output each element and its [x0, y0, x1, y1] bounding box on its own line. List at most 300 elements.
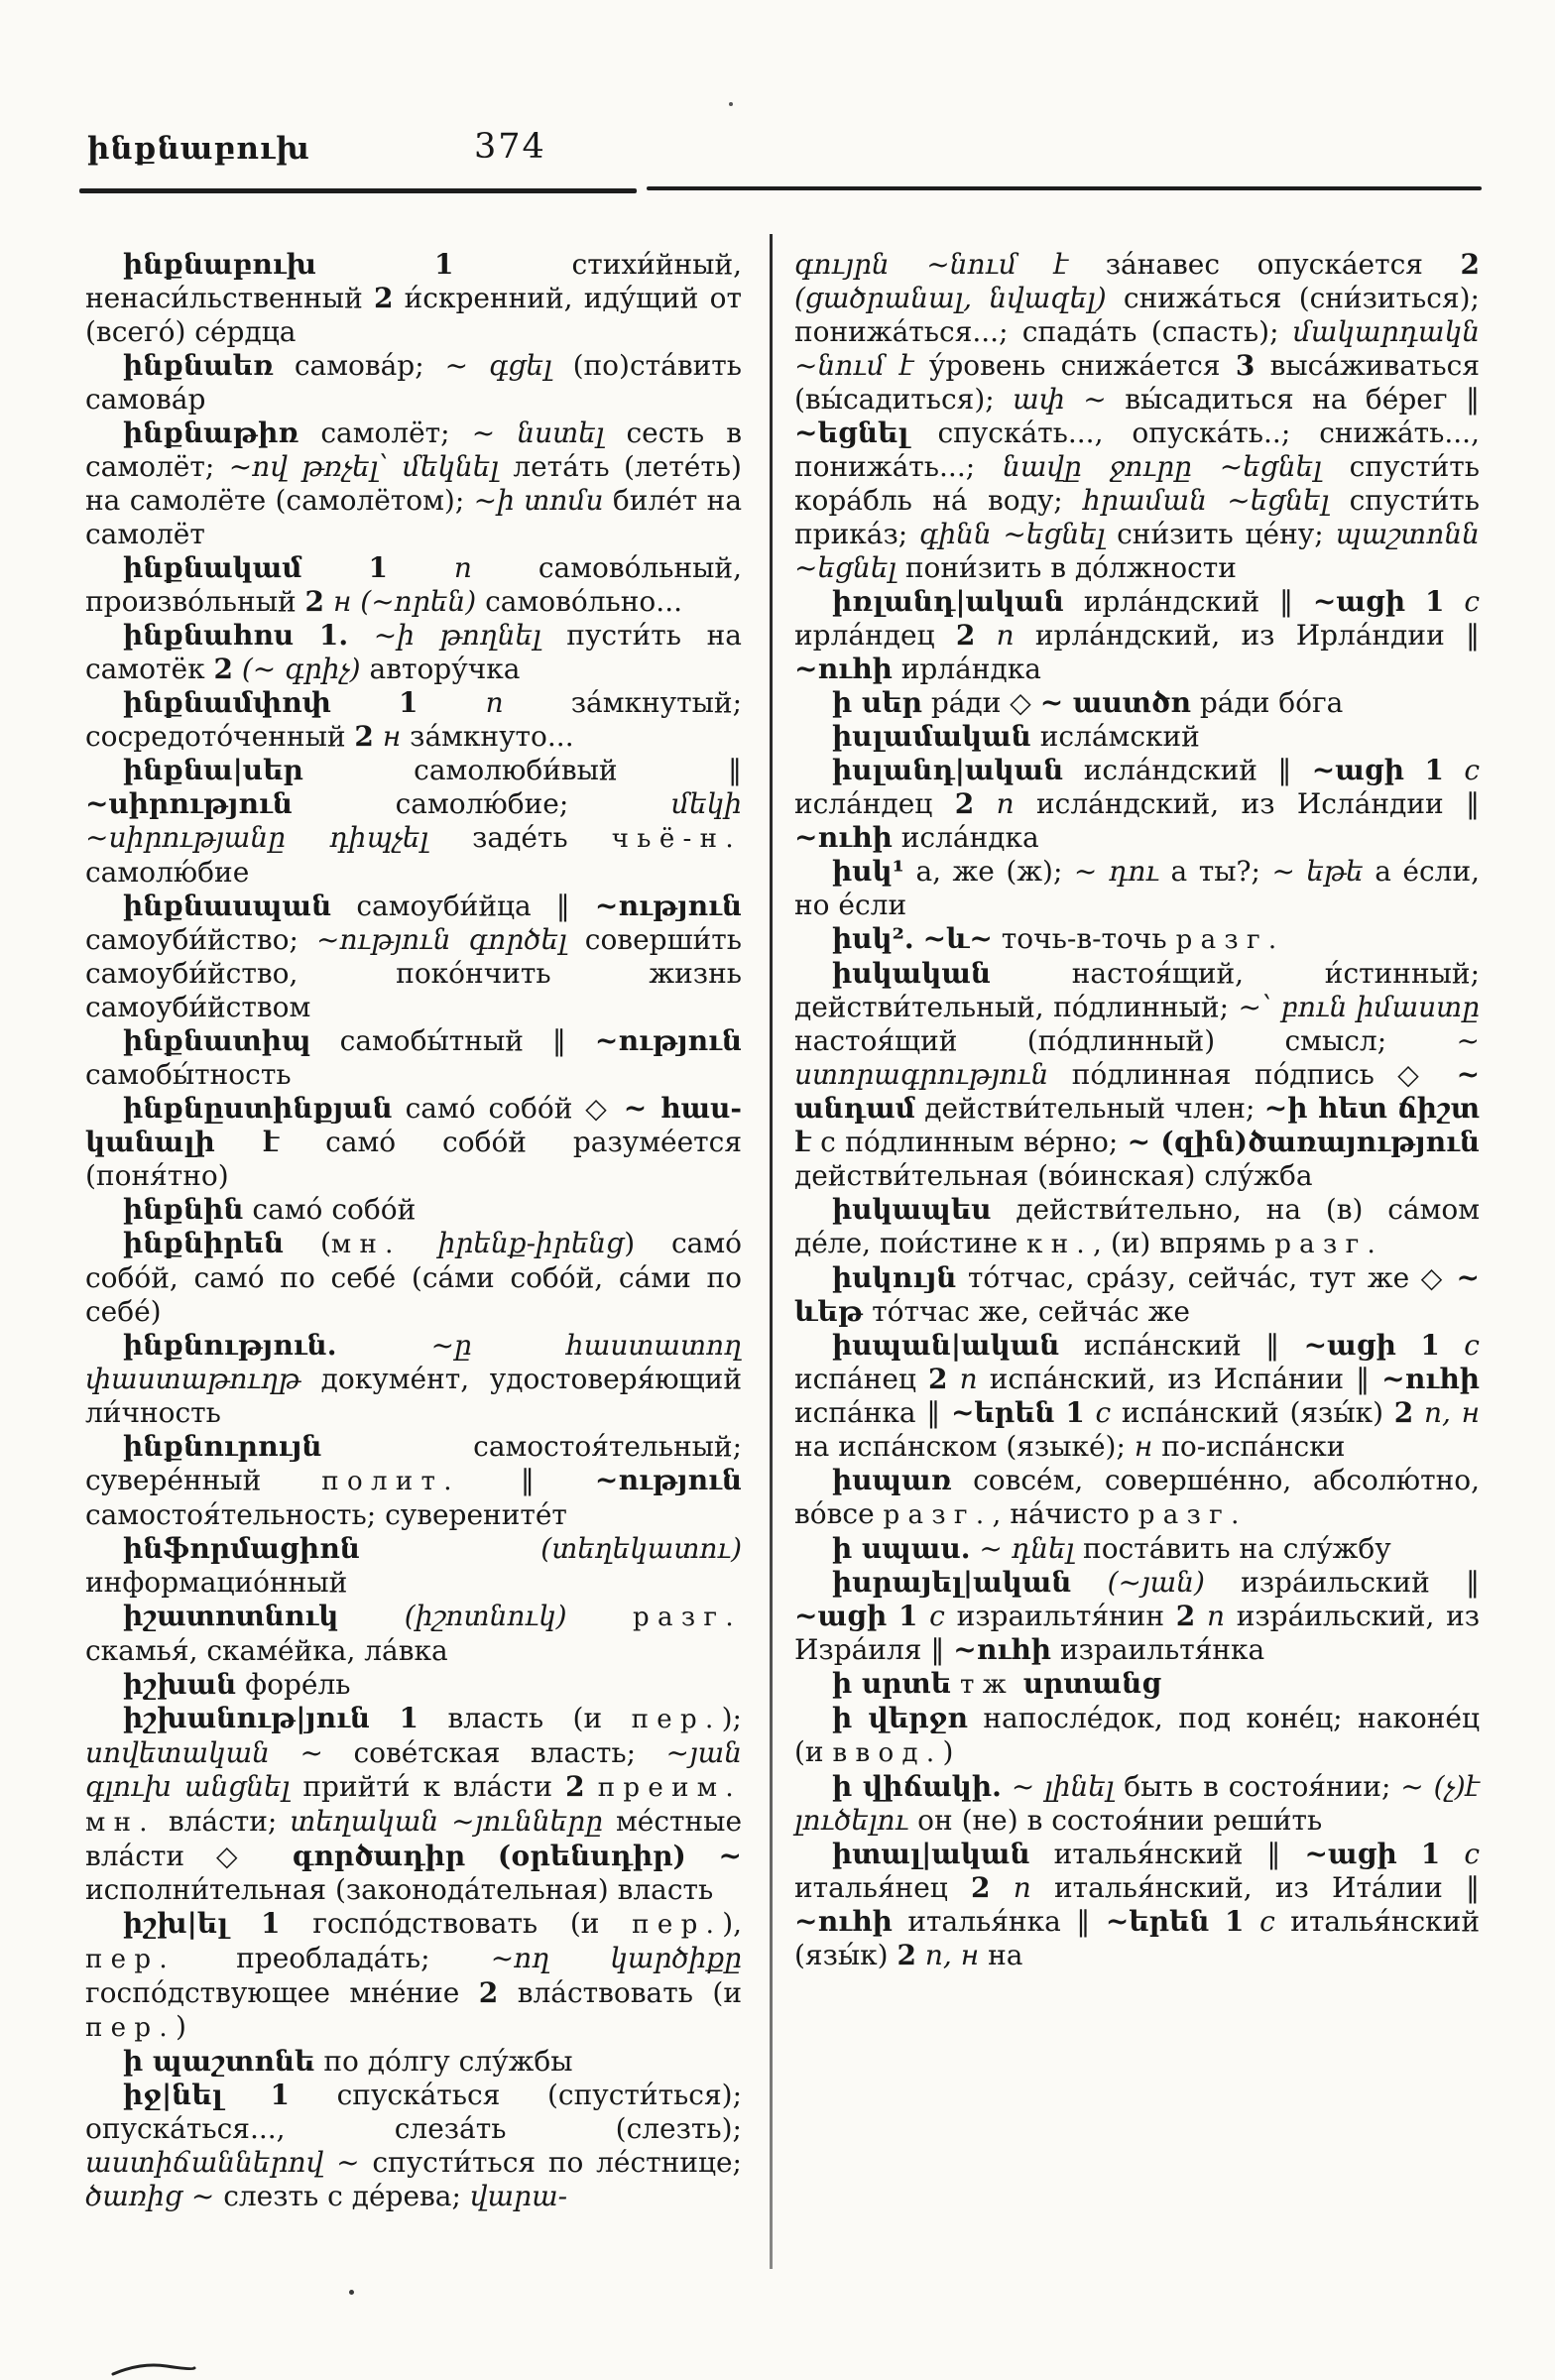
text-run: автору́чка [369, 653, 521, 685]
text-run: настоя́щий, и́стинный; действи́тельный, по́длинный; [794, 957, 1481, 1023]
text-run: (~յան) [1107, 1566, 1205, 1599]
text-run: мн. [330, 1230, 402, 1259]
text-run: п [485, 686, 504, 719]
text-run: ի պաշտոնե [123, 2045, 315, 2078]
text-run: ~յան գլուխ անցնել [85, 1736, 743, 1803]
text-run: մեկի ~սիրությանը դիպչել [85, 787, 743, 854]
text-run: 2 [1175, 1600, 1196, 1632]
text-run: самостоя́тельный; сувере́нный [85, 1430, 742, 1496]
text-run: само́ собо́й ◇ [405, 1092, 611, 1125]
text-run: ի սրտե [832, 1667, 952, 1700]
text-run: самолюби́вый ‖ [414, 754, 743, 786]
text-run: ~ի թողնել [373, 619, 541, 652]
text-run: поста́вить на слу́жбу [1083, 1532, 1391, 1565]
text-run: 1 [897, 1600, 918, 1632]
text-run: самолёт; [320, 416, 450, 449]
dictionary-entry [85, 619, 742, 686]
text-run: совсе́м, соверше́нно, абсолю́тно, во́все [794, 1464, 1480, 1530]
text-run: пер. [85, 2013, 177, 2043]
dictionary-entry [794, 1261, 1480, 1329]
text-run: самоуби́йца ‖ [356, 890, 570, 922]
text-run: իշխ|ել [123, 1907, 229, 1940]
text-run: վարա- [469, 2180, 568, 2212]
dictionary-entry [85, 551, 742, 619]
column-1 [85, 248, 742, 2213]
text-run: форе́ль [245, 1668, 351, 1701]
text-run: իշատոտնուկ [123, 1600, 339, 1632]
text-run: быть в состоя́нии; [1124, 1770, 1391, 1803]
text-run: , (и) впрямь [1093, 1227, 1266, 1259]
text-run: ~ եթե [1271, 855, 1364, 888]
dictionary-entry [85, 2045, 742, 2079]
text-run: ~երեն [1105, 1905, 1210, 1938]
text-run: 1 [398, 686, 419, 719]
text-run: разг. [1175, 925, 1285, 955]
text-run: у́ровень снижа́ется [928, 349, 1221, 382]
text-run: он (не) в состоя́нии реши́ть [917, 1804, 1323, 1837]
text-run: п, н [924, 1939, 980, 1971]
text-run: մակարդակն ~նում է [794, 315, 1480, 382]
text-run: за́навес опуска́ется [1105, 248, 1423, 281]
text-run: 2 [373, 282, 394, 314]
text-run: само́ собо́й разуме́ется (поня́тно) [85, 1126, 742, 1192]
dictionary-entry [85, 1193, 742, 1227]
text-run: то́тчас, сра́зу, сейча́с, тут же ◇ [967, 1261, 1445, 1294]
text-run: настоя́щий (по́длинный) смысл; [794, 1024, 1387, 1057]
text-run: а, же (ж); [915, 855, 1063, 888]
text-run: ); [721, 1702, 742, 1734]
text-run: ~երեն [950, 1396, 1055, 1429]
text-run: ~ություն գործել [316, 923, 567, 956]
column-2 [794, 248, 1480, 1972]
text-run: исла́мский [1039, 720, 1200, 753]
text-run: спуска́ться (спусти́ться); опуска́ться..., слеза́ть (слезть); [85, 2079, 742, 2145]
text-run: ~ ևեթ [794, 1261, 1480, 1328]
dictionary-entry [85, 754, 742, 890]
dictionary-entry [85, 1329, 742, 1430]
text-run: ինֆորմացիոն [123, 1532, 360, 1565]
text-run: 1 [261, 1907, 281, 1940]
dictionary-entry [794, 1667, 1480, 1702]
text-run: իռլանդ|ական [832, 585, 1064, 618]
text-run: (~որեն) [360, 585, 477, 618]
text-run: 2 [1393, 1396, 1414, 1429]
text-run: ի վերջո [832, 1702, 968, 1734]
text-run: նավը ջուրը ~եցնել [1003, 450, 1322, 483]
text-run: իսրայել|ական [832, 1566, 1072, 1599]
text-run: (տեղեկատու) [540, 1532, 742, 1565]
text-run: пер. [85, 1945, 177, 1974]
text-run: իսկական [832, 957, 992, 990]
text-run: с по́длинным ве́рно; [820, 1126, 1119, 1158]
text-run: ~ գցել [444, 349, 552, 382]
text-run: изра́ильский, из Изра́иля ‖ [794, 1600, 1481, 1666]
text-run: пусти́ть на самотёк [85, 619, 743, 685]
text-run: (~ գրիչ) [241, 653, 361, 685]
text-run: а ты?; [1170, 855, 1260, 888]
text-run: п [1013, 1871, 1031, 1904]
dictionary-entry [85, 1600, 742, 1668]
text-run: ~ (զին)ծառայություն [1127, 1126, 1480, 1158]
text-run: самобы́тный ‖ [339, 1024, 566, 1057]
text-run: ինքնաթիռ [123, 416, 299, 449]
text-run: ինքնին [123, 1193, 244, 1226]
text-run: ~ անդամ [794, 1058, 1481, 1125]
text-run: ինքնահոս [123, 619, 295, 652]
text-run: н [382, 720, 402, 753]
text-run: (իշոտնուկ) [404, 1600, 567, 1632]
text-run: իսլամական [832, 720, 1031, 753]
text-run: с [1464, 1329, 1480, 1362]
text-run: ~ուհի [794, 653, 893, 685]
text-run: биле́т на самолёт [85, 484, 743, 550]
dictionary-entry [794, 1532, 1480, 1566]
text-run: ‖ [520, 1464, 535, 1496]
text-run: власть (и [447, 1702, 603, 1734]
text-run: израильтя́нин [956, 1600, 1164, 1632]
dictionary-entry [85, 1907, 742, 2045]
text-run: ~ով թռչել՝ մեկնել [228, 450, 499, 483]
text-run: իջ|նել [123, 2079, 223, 2111]
dictionary-entry [794, 1566, 1480, 1667]
text-run: самолю́бие [85, 856, 250, 889]
dictionary-entry [794, 957, 1480, 1193]
text-run: по-испа́нски [1161, 1430, 1346, 1463]
dictionary-entry [794, 1770, 1480, 1838]
text-run: ~ի հետ ճիշտ է [794, 1092, 1481, 1158]
text-run: италья́нский, из Ита́лии ‖ [1054, 1871, 1480, 1904]
dictionary-entry [794, 855, 1480, 922]
scan-speck [349, 2290, 354, 2295]
text-run: ~ աստծո [1039, 686, 1191, 719]
dictionary-entry [794, 686, 1480, 720]
text-run: 1 [1424, 754, 1444, 786]
text-run: спуска́ть..., опуска́ть..; снижа́ть..., понижа́ть...; [794, 416, 1480, 483]
text-run: италья́нец [794, 1871, 948, 1904]
text-run: ինքնասպան [123, 890, 332, 922]
text-run: ~ացի [1311, 754, 1405, 786]
text-run: ~սիրություն [85, 787, 293, 820]
text-run: госпо́дствующее мне́ние [85, 1976, 460, 2009]
text-run: ~ նստել [471, 416, 605, 449]
text-run: слезть с де́рева; [223, 2180, 461, 2212]
text-run: госпо́дствовать (и [312, 1907, 600, 1940]
text-run: իսկապես [832, 1193, 992, 1226]
text-run: пер. [632, 1910, 723, 1940]
text-run: италья́нка ‖ [907, 1905, 1091, 1938]
text-run: разг. [633, 1603, 742, 1632]
text-run: стихи́йный, ненаси́льственный [85, 248, 743, 314]
text-run: (ցածրանալ, նվազել) [794, 282, 1107, 314]
text-run: ի սեր [832, 686, 922, 719]
scan-stroke-mark [111, 2358, 196, 2380]
header-rule-left [79, 188, 637, 193]
text-run: 2 [971, 1871, 991, 1904]
text-run: գույրն ~նում է [794, 248, 1069, 281]
text-run: ~ուհի [794, 821, 893, 854]
text-run: ~ դու [1073, 855, 1160, 888]
text-run: само́ собо́й [252, 1193, 417, 1226]
dictionary-entry [85, 349, 742, 416]
text-run: ~ացի [794, 1600, 888, 1632]
dictionary-entry [85, 1092, 742, 1193]
text-run: ~ուհի [1381, 1363, 1480, 1395]
text-run: աստիճաններով ~ [85, 2146, 360, 2179]
text-run: ~ի տոմս [473, 484, 604, 517]
text-run: ра́ди бо́га [1199, 686, 1344, 719]
text-run: напосле́док, под коне́ц; наконе́ц (и [794, 1702, 1480, 1768]
text-run: исла́ндец [794, 787, 933, 820]
text-run: п [996, 619, 1015, 652]
text-run: ) [942, 1735, 954, 1768]
text-run: докуме́нт, удостоверя́ющий ли́чность [85, 1363, 742, 1429]
text-run: исла́ндский, из Исла́ндии ‖ [1036, 787, 1481, 820]
text-run: 2 [928, 1363, 948, 1395]
text-run: ինքնամփոփ [123, 686, 331, 719]
text-run: 2 [565, 1770, 585, 1803]
text-run: ~ուհի [953, 1633, 1052, 1666]
text-run: 2 [478, 1976, 499, 2009]
text-run: ~ (չ)է լուծելու [794, 1770, 1481, 1837]
text-run: ~ացի [1303, 1329, 1396, 1362]
text-run: իսպան|ական [832, 1329, 1060, 1362]
text-run: заде́ть [472, 821, 568, 854]
text-run: вы́садиться на бе́рег ‖ [1125, 383, 1480, 416]
text-run: самобы́тность [85, 1058, 292, 1091]
text-run: սովետական ~ [85, 1736, 323, 1769]
text-run: ~ դնել [979, 1532, 1075, 1565]
text-run: выса́живаться (вы́садиться); [794, 349, 1480, 416]
text-run: спусти́ть кора́бль на́ воду; [794, 450, 1480, 517]
text-run: 1 [1425, 585, 1445, 618]
text-run: с [1464, 754, 1481, 786]
dictionary-entry [85, 1702, 742, 1907]
text-run: информацио́нный [85, 1566, 348, 1599]
text-run: действи́тельно, на (в) са́мом де́ле, пои́стине [794, 1193, 1481, 1259]
text-run: ) само́ собо́й, само́ по себе́ (са́ми собо́й, са́ми по себе́) [85, 1227, 742, 1328]
dictionary-entry [794, 585, 1480, 686]
dictionary-entry [85, 686, 742, 754]
text-run: ра́ди ◇ [930, 686, 1031, 719]
text-run: 2 [897, 1939, 916, 1971]
dictionary-entry [85, 1227, 742, 1329]
text-run: самово́льно... [485, 585, 682, 618]
text-run: ~ություն [594, 1464, 742, 1496]
dictionary-entry [85, 890, 742, 1024]
dictionary-entry [794, 1329, 1480, 1464]
text-run: за́мкнуто... [410, 720, 574, 753]
text-run: 2 [954, 787, 975, 820]
text-run: 3 [1235, 349, 1256, 382]
text-run: разг. [1274, 1230, 1384, 1259]
text-run: италья́нский (язы́к) [794, 1905, 1480, 1971]
text-run: ի վիճակի. [832, 1770, 1002, 1803]
text-run: с [929, 1600, 945, 1632]
dictionary-entry [794, 1193, 1480, 1261]
text-run: исла́ндский ‖ [1083, 754, 1292, 786]
text-run: ирла́ндец [794, 619, 935, 652]
text-run: ինքնակամ [123, 551, 302, 584]
text-run: ~ լինել [1011, 1770, 1115, 1803]
text-run: полит. [321, 1467, 460, 1496]
text-run: пони́зить в до́лжности [904, 551, 1237, 584]
text-run: самова́р; [294, 349, 424, 382]
text-run: ինքնուրույն [123, 1430, 322, 1463]
dictionary-entry [85, 1430, 742, 1532]
text-run: ~ացի [1312, 585, 1406, 618]
text-run: по́длинная по́дпись ◇ [1071, 1058, 1434, 1091]
text-run: , на́чисто [992, 1497, 1130, 1530]
column-divider [770, 234, 773, 2269]
text-run: ирла́ндский, из Ирла́ндии ‖ [1034, 619, 1481, 652]
text-run: տեղական ~յունները [290, 1805, 604, 1838]
text-run: իսկ¹ [832, 855, 904, 888]
dictionary-entry [85, 1668, 742, 1702]
text-run: испа́нский (язы́к) [1121, 1396, 1384, 1429]
text-run: вла́сти; [168, 1805, 278, 1838]
text-run: с [1464, 585, 1481, 618]
text-run: прийти́ к вла́сти [302, 1770, 553, 1803]
text-run: ~ը հաստատող փաստաթուղթ [85, 1329, 742, 1395]
text-run: ~ություն [594, 890, 742, 922]
text-run: 1 [368, 551, 388, 584]
text-run: ~ ստորագրություն [794, 1024, 1480, 1091]
text-run: ), [722, 1907, 743, 1940]
text-run: պաշտոնն ~եցնել [794, 518, 1480, 584]
dictionary-entry [794, 1464, 1480, 1532]
text-run: ~ացի [1304, 1838, 1397, 1870]
text-run: իշխան [123, 1668, 237, 1701]
text-run: разг. [883, 1500, 993, 1530]
text-run: իսկույն [832, 1261, 957, 1294]
scan-speck [729, 102, 733, 106]
text-run: 1 [270, 2079, 290, 2111]
text-run: 1 [434, 248, 454, 281]
text-run: соверши́ть самоуби́йство, поко́нчить жизнь самоуби́йством [85, 923, 742, 1023]
text-run: с [1259, 1905, 1275, 1938]
text-run: ирла́ндка [900, 653, 1041, 685]
text-run: на [988, 1939, 1023, 1971]
text-run: вла́ствовать (и [517, 1976, 742, 2009]
text-run: п [1206, 1600, 1225, 1632]
text-run: за́мкнутый; сосредото́ченный [85, 686, 743, 753]
dictionary-entry [85, 248, 742, 349]
text-run: ինքնաեռ [123, 349, 274, 382]
text-run: н [1134, 1430, 1153, 1463]
text-run: 1 [1420, 1838, 1441, 1870]
text-run: на испа́нском (языке́); [794, 1430, 1126, 1463]
text-run: израильтя́нка [1059, 1633, 1265, 1666]
text-run: ծառից ~ [85, 2180, 215, 2212]
text-run: 2 [955, 619, 976, 652]
text-run: ( [319, 1227, 331, 1259]
dictionary-entry [85, 1532, 742, 1600]
text-run: ինքնություն. [123, 1329, 337, 1362]
text-run: 1 [1420, 1329, 1440, 1362]
text-run: н [332, 585, 352, 618]
text-run: разг. [1137, 1500, 1248, 1530]
dictionary-entry [794, 1838, 1480, 1972]
text-run: испа́нец [794, 1363, 916, 1395]
text-run: (по)ста́вить самова́р [85, 349, 742, 416]
text-run: 1 [1225, 1905, 1245, 1938]
text-run: испа́нка ‖ [794, 1396, 941, 1429]
text-run: իտալ|ական [832, 1838, 1030, 1870]
text-run: точь-в-точь [1001, 922, 1167, 955]
text-run: п [996, 787, 1015, 820]
text-run: իրենք-իրենց [437, 1227, 625, 1259]
text-run: п [959, 1363, 978, 1395]
text-run: с [1095, 1396, 1112, 1429]
text-run: 2 [1460, 248, 1480, 281]
text-run: преоблада́ть; [236, 1942, 430, 1974]
text-run: спусти́ть прика́з; [794, 484, 1480, 550]
text-run: ~ հասկանալի է [85, 1092, 743, 1158]
text-run: ինքնաբուխ [123, 248, 316, 281]
text-run: ափ ~ [1013, 383, 1107, 416]
text-run: скамья́, скаме́йка, ла́вка [85, 1634, 448, 1667]
text-run: իշխանութ|յուն [123, 1702, 371, 1734]
text-run: ~ություն [594, 1024, 742, 1057]
text-run: с [1464, 1838, 1481, 1870]
text-run: ինքնիրեն [123, 1227, 285, 1259]
text-run: ~՝ բուն իմաստը [1238, 991, 1480, 1023]
text-run: п [453, 551, 472, 584]
dictionary-entry [794, 720, 1480, 754]
text-run: по до́лгу слу́жбы [323, 2045, 573, 2078]
text-run: ~և~ [922, 922, 993, 955]
text-run: 1 [399, 1702, 419, 1734]
header-rule-right [647, 186, 1482, 190]
text-run: իսկ². [832, 922, 914, 955]
text-run: հրաման ~եցնել [1083, 484, 1330, 517]
text-run: испа́нский ‖ [1083, 1329, 1280, 1362]
text-run: сесть в самолёт; [85, 416, 743, 483]
text-run: գինն ~եցնել [918, 518, 1106, 550]
text-run: действи́тельный член; [924, 1092, 1256, 1125]
text-run: сни́зить це́ну; [1117, 518, 1324, 550]
text-run: то́тчас же, сейча́с же [872, 1295, 1190, 1328]
text-run: ինքնըստինքյան [123, 1092, 393, 1125]
dictionary-entry [85, 416, 742, 551]
text-run: 2 [213, 653, 233, 685]
text-run: исполни́тельная (законода́тельная) власть [85, 1873, 714, 1906]
text-run: и́скренний, иду́щий от (всего́) се́рдца [85, 282, 742, 348]
text-run: 2 [354, 720, 374, 753]
text-run: п, н [1423, 1396, 1481, 1429]
guide-word: ինքնաբուխ [87, 131, 310, 167]
text-run: изра́ильский ‖ [1241, 1566, 1480, 1599]
text-run: лета́ть (лете́ть) на самолёте (самолётом); [85, 450, 742, 517]
text-run: сове́тская власть; [353, 1736, 636, 1769]
text-run: ме́стные вла́сти ◇ [85, 1805, 743, 1872]
text-run: ի սպաս. [832, 1532, 971, 1565]
text-run: кн. [1026, 1230, 1094, 1259]
text-run: тж [959, 1670, 1015, 1700]
text-run: իսպառ [832, 1464, 952, 1496]
text-run: самово́льный, произво́льный [85, 551, 742, 618]
text-run: ввод. [832, 1738, 943, 1768]
text-run: самолю́бие; [395, 787, 569, 820]
text-run: ~ուհի [794, 1905, 893, 1938]
text-run: испа́нский, из Испа́нии ‖ [989, 1363, 1371, 1395]
text-run: а е́сли, но е́сли [794, 855, 1481, 921]
page-number: 374 [474, 127, 546, 167]
text-run: италья́нский ‖ [1053, 1838, 1281, 1870]
dictionary-entry [794, 1702, 1480, 1770]
text-run: ~ող կարծիքը [490, 1942, 742, 1974]
dictionary-entry [85, 2079, 742, 2213]
